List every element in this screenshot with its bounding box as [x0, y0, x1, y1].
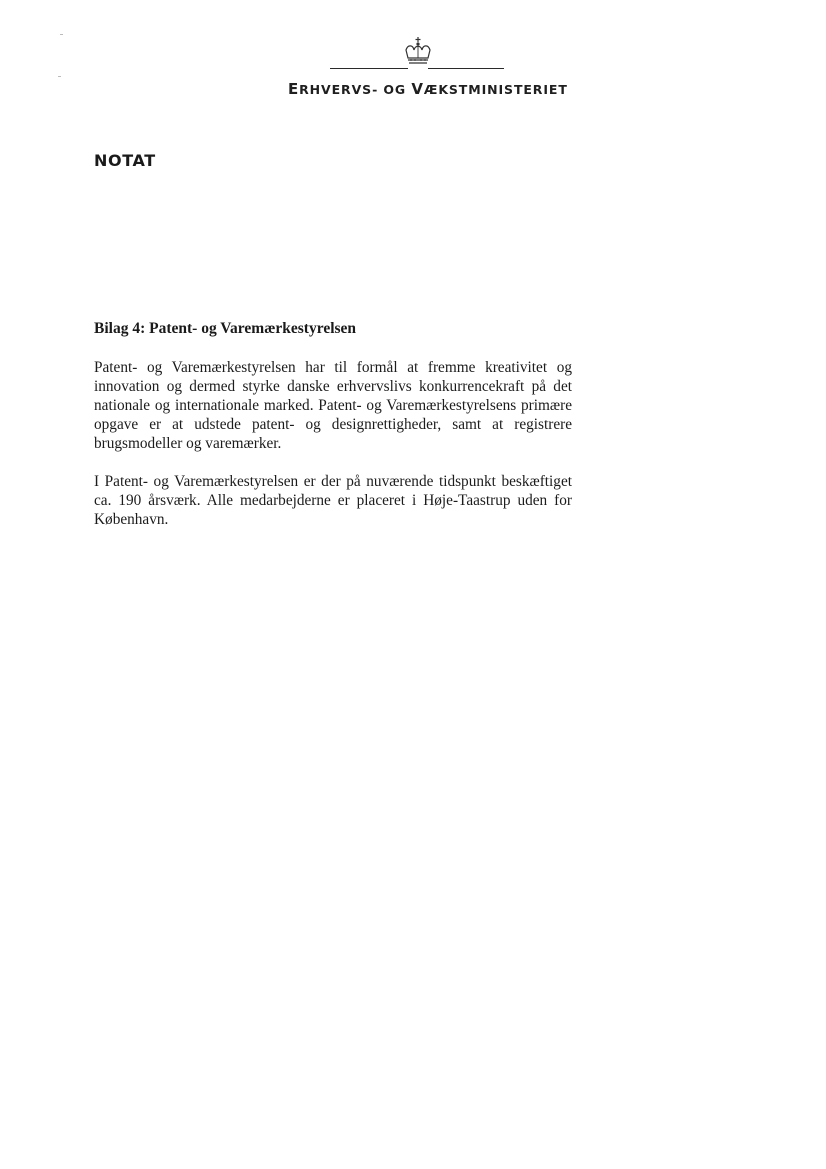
letterhead-rule-right [428, 68, 504, 69]
body-paragraph-2: I Patent- og Varemærkestyrelsen er der på nuværende tidspunkt beskæftiget ca. 190 årsværk. Alle medarbejderne er placeret i Høje-Taastrup uden for København. [94, 473, 572, 528]
letterhead-rule-left [330, 68, 408, 69]
body-paragraph-1: Patent- og Varemærkestyrelsen har til formål at fremme kreativitet og innovation og dermed styrke danske erhvervslivs konkurrencekraft på det nationale og internationale marked. Patent- og Varemærkestyrelsens primære opgave er at udstede patent- og designrettigheder, samt at registrere brugsmodeller og varemærker. [94, 359, 572, 452]
scan-speck [60, 34, 63, 35]
ministry-name: ERHVERVS- OG VÆKSTMINISTERIET [288, 80, 568, 98]
document-type-title: NOTAT [94, 151, 156, 170]
crown-icon [400, 36, 436, 68]
scan-speck [58, 76, 61, 77]
letterhead [270, 36, 570, 106]
section-heading: Bilag 4: Patent- og Varemærkestyrelsen [94, 320, 357, 337]
